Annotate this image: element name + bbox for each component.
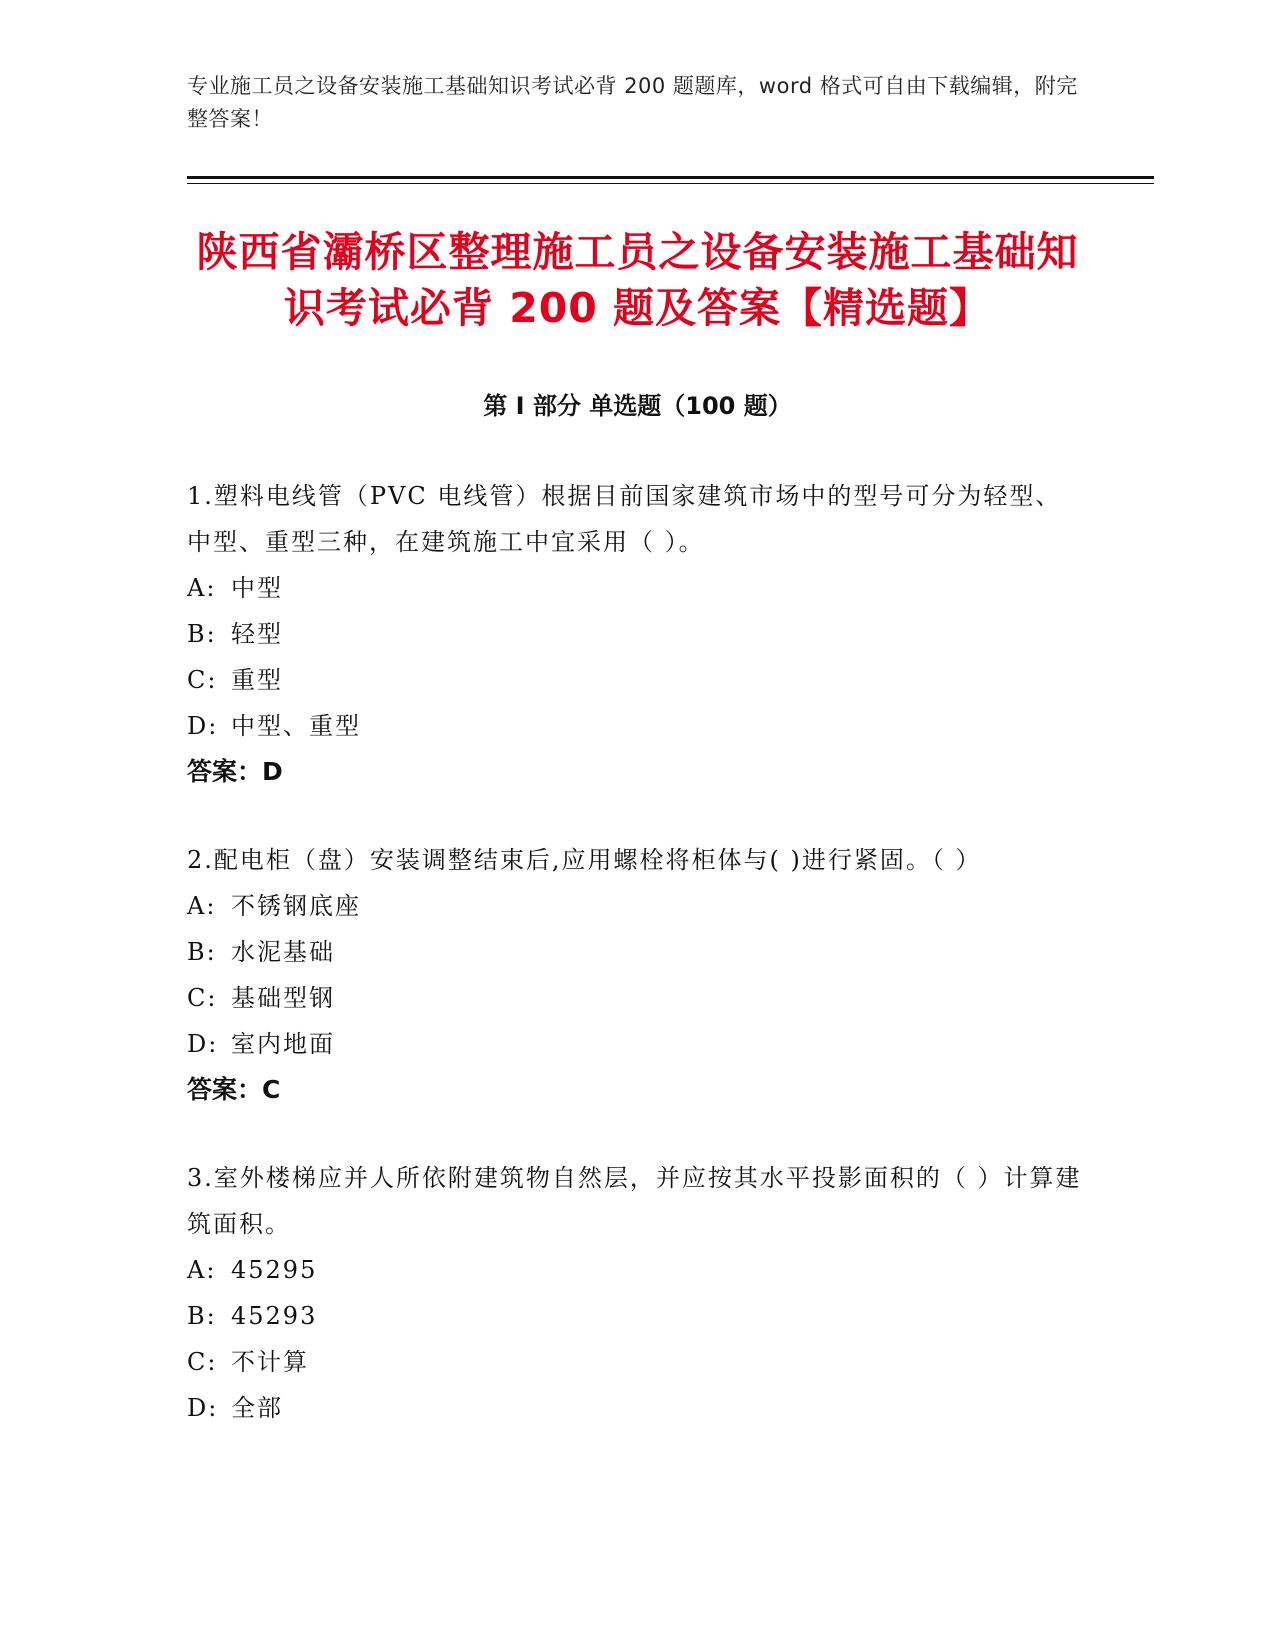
option-text: 中型、重型 (231, 712, 361, 740)
option-c (187, 1339, 1087, 1385)
header-note: 专业施工员之设备安装施工基础知识考试必背 200 题题库，word 格式可自由下载编辑，附完整答案！ (187, 74, 1078, 131)
option-letter: C: (187, 984, 218, 1012)
option-letter: D: (187, 712, 219, 740)
option-b (187, 1293, 1087, 1339)
question-list (187, 473, 1087, 1473)
option-b (187, 611, 1087, 657)
option-letter: C: (187, 666, 218, 694)
option-d (187, 1385, 1087, 1431)
option-letter: A: (187, 892, 217, 920)
question-stem: 3.室外楼梯应并人所依附建筑物自然层，并应按其水平投影面积的（ ）计算建筑面积。 (187, 1164, 1082, 1238)
option-text: 重型 (231, 666, 283, 694)
question-3 (187, 1155, 1087, 1431)
option-text: 轻型 (231, 620, 283, 648)
option-text: 水泥基础 (231, 938, 335, 966)
option-letter: B: (187, 938, 217, 966)
option-letter: A: (187, 574, 217, 602)
option-text: 45295 (231, 1256, 318, 1284)
option-letter: D: (187, 1394, 219, 1422)
option-letter: D: (187, 1030, 219, 1058)
question-2 (187, 837, 1087, 1113)
question-1 (187, 473, 1087, 795)
option-d (187, 703, 1087, 749)
option-letter: A: (187, 1256, 217, 1284)
option-a (187, 883, 1087, 929)
answer: 答案：C (187, 1075, 281, 1104)
option-text: 中型 (231, 574, 283, 602)
option-text: 基础型钢 (231, 984, 335, 1012)
question-stem: 1.塑料电线管（PVC 电线管）根据目前国家建筑市场中的型号可分为轻型、中型、重型三种，在建筑施工中宜采用（ ）。 (187, 482, 1062, 556)
option-a (187, 565, 1087, 611)
document-title: 陕西省灞桥区整理施工员之设备安装施工基础知识考试必背 200 题及答案【精选题】 (196, 228, 1079, 332)
option-c (187, 975, 1087, 1021)
header-rule-thin (187, 183, 1154, 184)
question-stem: 2.配电柜（盘）安装调整结束后,应用螺栓将柜体与( )进行紧固。（ ） (187, 846, 982, 874)
option-text: 室内地面 (231, 1030, 335, 1058)
option-letter: B: (187, 620, 217, 648)
option-d (187, 1021, 1087, 1067)
option-letter: C: (187, 1348, 218, 1376)
option-c (187, 657, 1087, 703)
option-text: 不计算 (231, 1348, 309, 1376)
section-title: 第 I 部分 单选题（100 题） (483, 392, 792, 420)
option-a (187, 1247, 1087, 1293)
option-text: 45293 (231, 1302, 318, 1330)
option-letter: B: (187, 1302, 217, 1330)
header-rule-thick (187, 176, 1154, 179)
answer: 答案：D (187, 757, 283, 786)
option-text: 不锈钢底座 (231, 892, 361, 920)
option-text: 全部 (231, 1394, 283, 1422)
option-b (187, 929, 1087, 975)
